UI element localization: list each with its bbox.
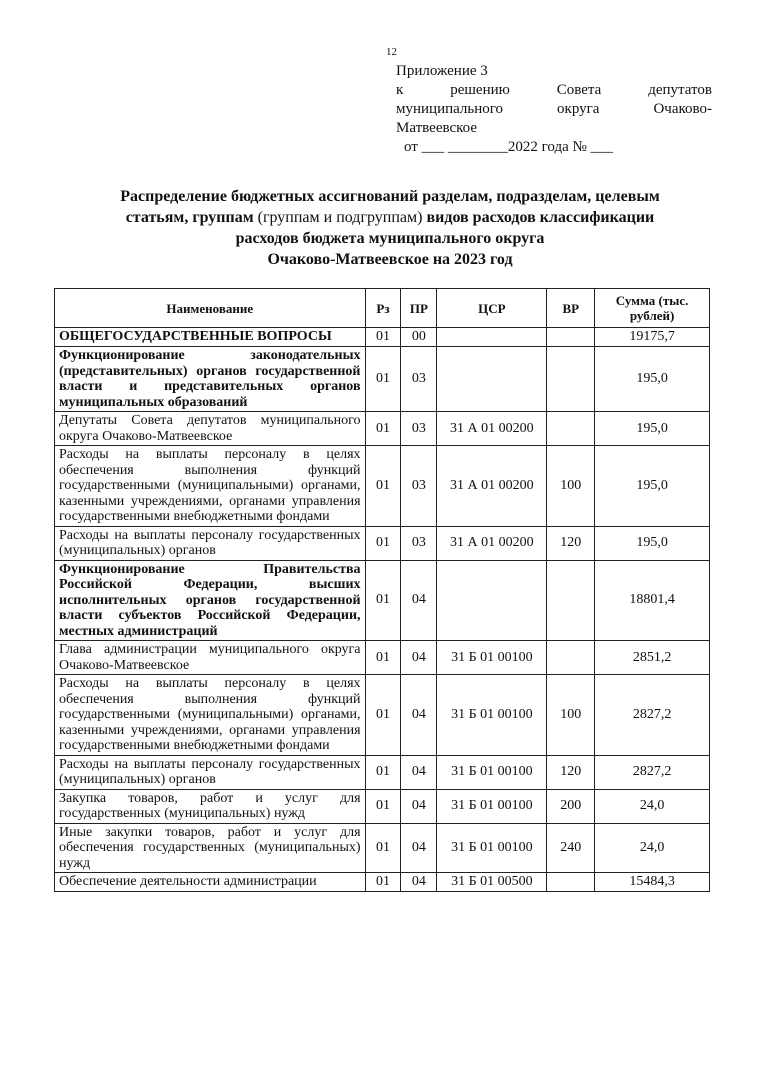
cell-name: Расходы на выплаты персоналу государственных (муниципальных) органов [55, 755, 366, 789]
cell-rz: 01 [365, 755, 401, 789]
cell-name: Депутаты Совета депутатов муниципального округа Очаково-Матвеевское [55, 412, 366, 446]
title-line [60, 207, 720, 228]
cell-sum: 18801,4 [595, 560, 710, 641]
cell-csr: 31 Б 01 00500 [437, 873, 547, 892]
annex-word: депутатов [648, 82, 712, 98]
cell-name: Расходы на выплаты персоналу в целях обеспечения выполнения функций государственными (муниципальными) органами, казенными учреждениями, органами управления государственными внебюджетными фондами [55, 675, 366, 756]
cell-csr: 31 Б 01 00100 [437, 675, 547, 756]
cell-csr: 31 А 01 00200 [437, 526, 547, 560]
cell-name: Обеспечение деятельности администрации [55, 873, 366, 892]
annex-word: Очаково- [653, 101, 712, 117]
cell-vr [547, 560, 595, 641]
cell-rz: 01 [365, 347, 401, 412]
cell-sum: 195,0 [595, 526, 710, 560]
cell-vr: 100 [547, 675, 595, 756]
cell-csr: 31 Б 01 00100 [437, 789, 547, 823]
cell-sum: 2827,2 [595, 755, 710, 789]
cell-pr: 04 [401, 789, 437, 823]
title-line: Очаково-Матвеевское на 2023 год [267, 251, 513, 268]
title-part: статьям, группам [125, 209, 254, 226]
header-vr: ВР [547, 289, 595, 328]
cell-csr [437, 328, 547, 347]
cell-pr: 00 [401, 328, 437, 347]
header-csr: ЦСР [437, 289, 547, 328]
cell-sum: 195,0 [595, 446, 710, 527]
title-part-normal: (группам и подгруппам) [257, 209, 423, 226]
cell-vr: 240 [547, 823, 595, 873]
cell-csr: 31 Б 01 00100 [437, 755, 547, 789]
cell-csr: 31 А 01 00200 [437, 412, 547, 446]
cell-sum: 24,0 [595, 823, 710, 873]
cell-vr [547, 328, 595, 347]
annex-word: решению [450, 82, 510, 98]
cell-sum: 2827,2 [595, 675, 710, 756]
cell-sum: 195,0 [595, 412, 710, 446]
table-row [55, 328, 710, 347]
cell-pr: 04 [401, 560, 437, 641]
cell-name: Расходы на выплаты персоналу в целях обеспечения выполнения функций государственными (муниципальными) органами, казенными учреждениями, органами управления государственными внебюджетными фондами [55, 446, 366, 527]
table-row [55, 641, 710, 675]
cell-pr: 04 [401, 823, 437, 873]
cell-csr [437, 347, 547, 412]
cell-rz: 01 [365, 873, 401, 892]
title-part: видов расходов классификации [426, 209, 655, 226]
header-rz: Рз [365, 289, 401, 328]
cell-csr: 31 А 01 00200 [437, 446, 547, 527]
header-pr: ПР [401, 289, 437, 328]
annex-word: Совета [556, 82, 602, 98]
cell-name: Функционирование Правительства Российской Федерации, высших исполнительных органов государственной власти субъектов Российской Федерации, местных администраций [55, 560, 366, 641]
cell-sum: 24,0 [595, 789, 710, 823]
cell-rz: 01 [365, 446, 401, 527]
cell-rz: 01 [365, 526, 401, 560]
cell-vr [547, 347, 595, 412]
cell-csr: 31 Б 01 00100 [437, 823, 547, 873]
annex-line-decision [396, 81, 712, 100]
table-row [55, 675, 710, 756]
cell-pr: 03 [401, 526, 437, 560]
table-row [55, 446, 710, 527]
header-sum: Сумма (тыс. рублей) [595, 289, 710, 328]
cell-name: Закупка товаров, работ и услуг для государственных (муниципальных) нужд [55, 789, 366, 823]
annex-line-district [396, 100, 712, 119]
budget-table [54, 288, 710, 892]
document-title [60, 186, 720, 270]
annex-district-name: Матвеевское [396, 120, 477, 136]
table-row [55, 789, 710, 823]
annex-title: Приложение 3 [396, 63, 488, 79]
cell-pr: 04 [401, 755, 437, 789]
table-row [55, 755, 710, 789]
cell-rz: 01 [365, 789, 401, 823]
cell-csr: 31 Б 01 00100 [437, 641, 547, 675]
cell-pr: 03 [401, 347, 437, 412]
table-row [55, 873, 710, 892]
cell-name: Иные закупки товаров, работ и услуг для обеспечения государственных (муниципальных) нужд [55, 823, 366, 873]
cell-name: Расходы на выплаты персоналу государственных (муниципальных) органов [55, 526, 366, 560]
cell-sum: 2851,2 [595, 641, 710, 675]
cell-rz: 01 [365, 823, 401, 873]
cell-vr: 120 [547, 526, 595, 560]
cell-rz: 01 [365, 641, 401, 675]
cell-csr [437, 560, 547, 641]
cell-rz: 01 [365, 328, 401, 347]
cell-pr: 04 [401, 675, 437, 756]
annex-word: муниципального [396, 101, 504, 117]
cell-pr: 03 [401, 412, 437, 446]
cell-name: Глава администрации муниципального округа Очаково-Матвеевское [55, 641, 366, 675]
cell-sum: 195,0 [595, 347, 710, 412]
cell-name: ОБЩЕГОСУДАРСТВЕННЫЕ ВОПРОСЫ [55, 328, 366, 347]
cell-pr: 04 [401, 641, 437, 675]
cell-pr: 04 [401, 873, 437, 892]
cell-vr [547, 873, 595, 892]
annex-header [396, 62, 712, 157]
cell-vr [547, 412, 595, 446]
page-number: 12 [386, 46, 397, 58]
cell-pr: 03 [401, 446, 437, 527]
cell-vr: 120 [547, 755, 595, 789]
table-row [55, 347, 710, 412]
cell-sum: 15484,3 [595, 873, 710, 892]
cell-vr: 100 [547, 446, 595, 527]
title-line: расходов бюджета муниципального округа [235, 230, 545, 247]
table-header-row [55, 289, 710, 328]
cell-rz: 01 [365, 560, 401, 641]
header-name: Наименование [55, 289, 366, 328]
table-row [55, 560, 710, 641]
table-row [55, 823, 710, 873]
table-row [55, 526, 710, 560]
cell-rz: 01 [365, 412, 401, 446]
title-line: Распределение бюджетных ассигнований разделам, подразделам, целевым [120, 188, 660, 205]
cell-vr [547, 641, 595, 675]
cell-rz: 01 [365, 675, 401, 756]
table-row [55, 412, 710, 446]
cell-name: Функционирование законодательных (представительных) органов государственной власти и представительных органов муниципальных образований [55, 347, 366, 412]
annex-word: к [396, 82, 404, 98]
cell-sum: 19175,7 [595, 328, 710, 347]
cell-vr: 200 [547, 789, 595, 823]
annex-word: округа [557, 101, 600, 117]
annex-date-line: от ___ ________2022 года № ___ [404, 139, 614, 155]
